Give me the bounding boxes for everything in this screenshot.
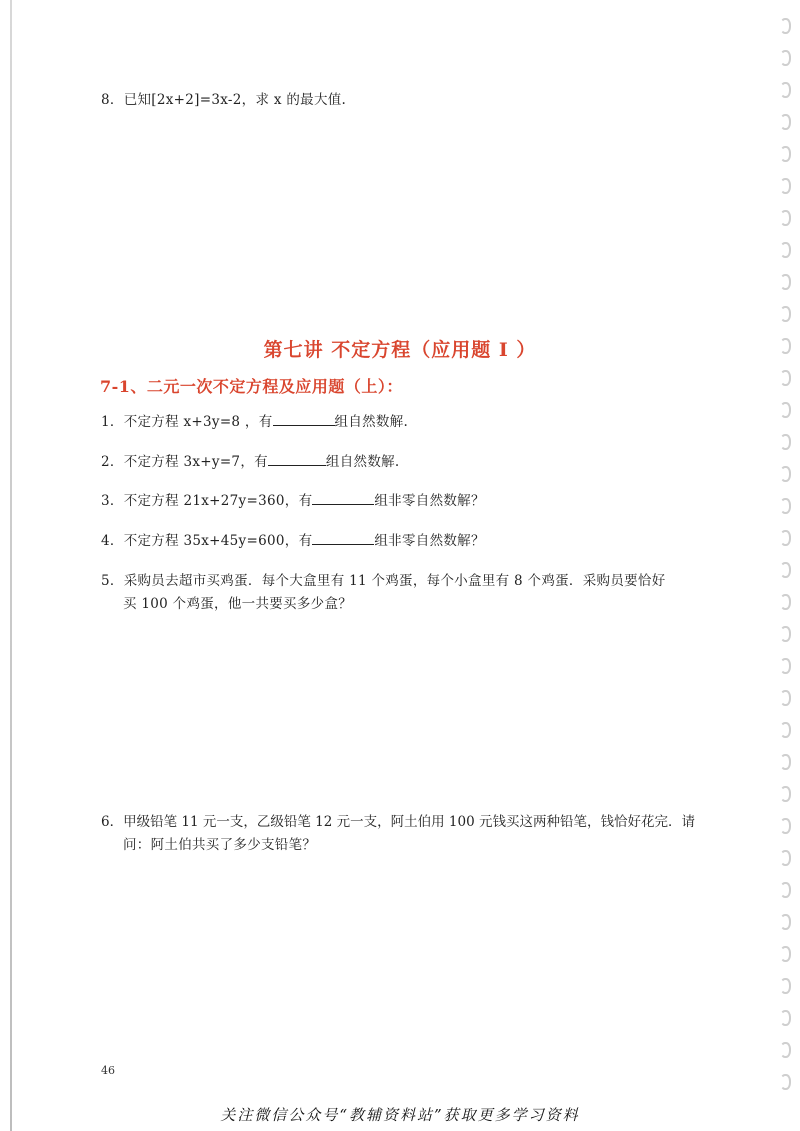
- question-4: [101, 529, 485, 549]
- question-1: [101, 410, 408, 430]
- binding-ring: [780, 306, 791, 322]
- question-3: [101, 489, 485, 509]
- footer-note: 关注微信公众号“教辅资料站”获取更多学习资料: [220, 1106, 580, 1124]
- binding-ring: [780, 1042, 791, 1058]
- binding-ring: [780, 50, 791, 66]
- binding-ring: [780, 626, 791, 642]
- binding-ring: [780, 466, 791, 482]
- spiral-binding: [774, 18, 800, 1108]
- binding-ring: [780, 914, 791, 930]
- binding-ring: [780, 562, 791, 578]
- answer-blank: [312, 532, 374, 545]
- section-title: 7-1、二元一次不定方程及应用题（上）：: [100, 377, 403, 396]
- question-1-suffix: 组自然数解.: [334, 414, 409, 430]
- binding-ring: [780, 978, 791, 994]
- answer-blank: [312, 492, 374, 505]
- binding-ring: [780, 1074, 791, 1090]
- question-2-text: 2．不定方程 3x+y=7，有: [101, 454, 268, 470]
- binding-ring: [780, 210, 791, 226]
- question-2-suffix: 组自然数解.: [325, 454, 400, 470]
- binding-ring: [780, 498, 791, 514]
- binding-ring: [780, 818, 791, 834]
- binding-ring: [780, 274, 791, 290]
- binding-ring: [780, 402, 791, 418]
- page-edge: [10, 0, 12, 1131]
- binding-ring: [780, 338, 791, 354]
- binding-ring: [780, 82, 791, 98]
- binding-ring: [780, 242, 791, 258]
- binding-ring: [780, 18, 791, 34]
- binding-ring: [780, 146, 791, 162]
- binding-ring: [780, 786, 791, 802]
- binding-ring: [780, 850, 791, 866]
- binding-ring: [780, 370, 791, 386]
- question-5-line-1: 5．采购员去超市买鸡蛋．每个大盒里有 11 个鸡蛋，每个小盒里有 8 个鸡蛋．采购员要恰好: [101, 573, 666, 589]
- question-2: [101, 450, 400, 470]
- question-6-line-1: 6．甲级铅笔 11 元一支，乙级铅笔 12 元一支，阿土伯用 100 元钱买这两种铅笔，钱恰好花完．请: [101, 814, 695, 830]
- binding-ring: [780, 658, 791, 674]
- binding-ring: [780, 594, 791, 610]
- page-number: 46: [101, 1064, 115, 1077]
- binding-ring: [780, 434, 791, 450]
- question-4-suffix: 组非零自然数解？: [374, 533, 485, 549]
- question-6-line-2: 问：阿土伯共买了多少支铅笔？: [123, 837, 317, 853]
- problem-8: 8．已知[2x+2]=3x-2，求 x 的最大值.: [101, 92, 347, 108]
- binding-ring: [780, 178, 791, 194]
- binding-ring: [780, 754, 791, 770]
- answer-blank: [273, 413, 335, 426]
- question-4-text: 4．不定方程 35x+45y=600，有: [101, 533, 313, 549]
- question-3-text: 3．不定方程 21x+27y=360，有: [101, 493, 313, 509]
- answer-blank: [268, 453, 326, 466]
- lecture-title: 第七讲 不定方程（应用题 I ）: [263, 339, 537, 361]
- binding-ring: [780, 690, 791, 706]
- question-5-line-2: 买 100 个鸡蛋，他一共要买多少盒？: [123, 596, 353, 612]
- binding-ring: [780, 114, 791, 130]
- binding-ring: [780, 530, 791, 546]
- binding-ring: [780, 882, 791, 898]
- question-3-suffix: 组非零自然数解？: [374, 493, 485, 509]
- question-1-text: 1．不定方程 x+3y=8 ，有: [101, 414, 273, 430]
- binding-ring: [780, 946, 791, 962]
- binding-ring: [780, 722, 791, 738]
- binding-ring: [780, 1010, 791, 1026]
